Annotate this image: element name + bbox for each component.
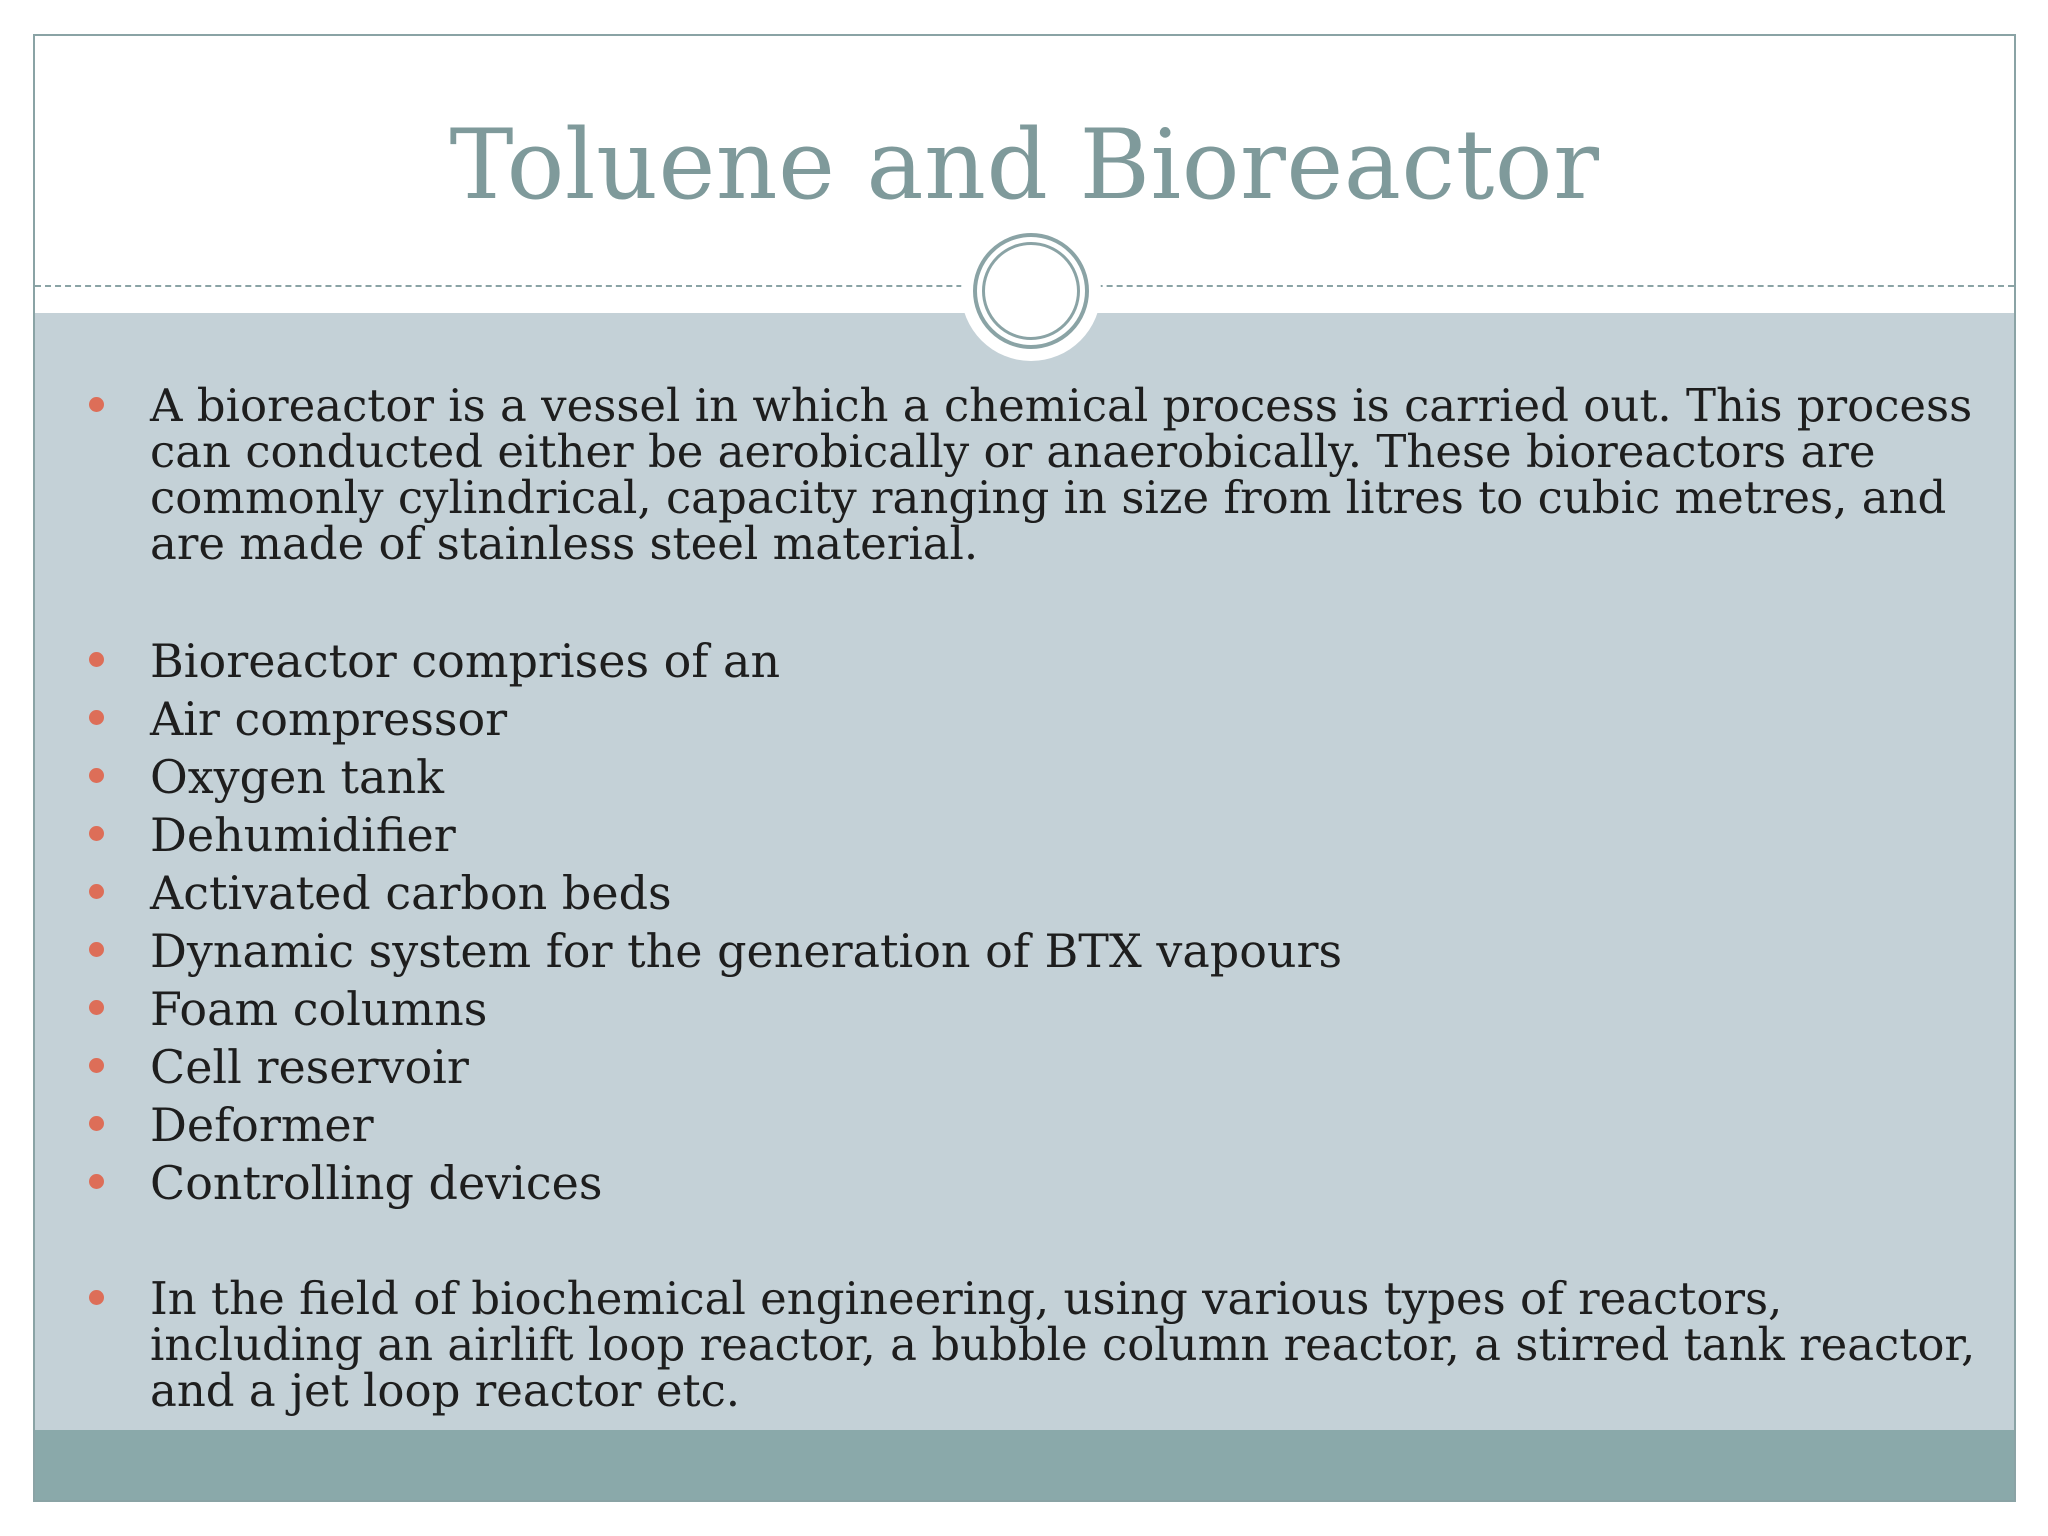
bullet-marker-icon bbox=[89, 1000, 104, 1015]
bullet-item bbox=[150, 982, 1985, 1036]
bullet-marker-icon bbox=[89, 1174, 104, 1189]
slide-title: Toluene and Bioreactor bbox=[449, 109, 1600, 221]
content-area bbox=[35, 313, 2014, 1430]
bullet-item bbox=[150, 866, 1985, 920]
bullet-item bbox=[150, 692, 1985, 746]
bullet-text: Dynamic system for the generation of BTX vapours bbox=[150, 924, 1343, 978]
bullet-text: Deformer bbox=[150, 1098, 374, 1152]
bullet-marker-icon bbox=[89, 397, 104, 412]
footer-band bbox=[35, 1430, 2014, 1502]
bullet-text: Bioreactor comprises of an bbox=[150, 634, 781, 688]
bullet-text: Activated carbon beds bbox=[150, 866, 672, 920]
bullet-text: Cell reservoir bbox=[150, 1040, 469, 1094]
bullet-marker-icon bbox=[89, 652, 104, 667]
bullet-text: Oxygen tank bbox=[150, 750, 444, 804]
bullet-item bbox=[150, 1272, 1985, 1417]
bullet-text: Air compressor bbox=[150, 692, 508, 746]
bullet-item bbox=[150, 634, 1985, 688]
bullet-text: Dehumidifier bbox=[150, 808, 456, 862]
bullet-marker-icon bbox=[89, 710, 104, 725]
bullet-item bbox=[150, 808, 1985, 862]
bullet-marker-icon bbox=[89, 1116, 104, 1131]
bullet-text: Foam columns bbox=[150, 982, 488, 1036]
bullet-text: In the field of biochemical engineering, using various types of reactors, including an airlift loop reactor, a bubble column reactor, a stirred tank reactor, and a jet loop reactor etc. bbox=[150, 1272, 1976, 1417]
bullet-item bbox=[150, 750, 1985, 804]
bullet-text: A bioreactor is a vessel in which a chemical process is carried out. This process can conducted either be aerobically or anaerobically. These bioreactors are commonly cylindrical, capacity ranging in size from litres to cubic metres, and are made of stainless steel material. bbox=[150, 379, 1973, 570]
bullet-item bbox=[150, 1098, 1985, 1152]
bullet-item bbox=[150, 924, 1985, 978]
bullet-marker-icon bbox=[89, 942, 104, 957]
bullet-marker-icon bbox=[89, 884, 104, 899]
bullet-text: Controlling devices bbox=[150, 1156, 603, 1210]
bullet-marker-icon bbox=[89, 768, 104, 783]
bullet-marker-icon bbox=[89, 1290, 104, 1305]
slide bbox=[33, 34, 2016, 1502]
bullet-item bbox=[150, 1040, 1985, 1094]
divider-ring-inner-icon bbox=[982, 242, 1080, 340]
bullet-marker-icon bbox=[89, 1058, 104, 1073]
bullet-marker-icon bbox=[89, 826, 104, 841]
bullet-item bbox=[150, 1156, 1985, 1210]
bullet-item bbox=[150, 379, 1985, 570]
